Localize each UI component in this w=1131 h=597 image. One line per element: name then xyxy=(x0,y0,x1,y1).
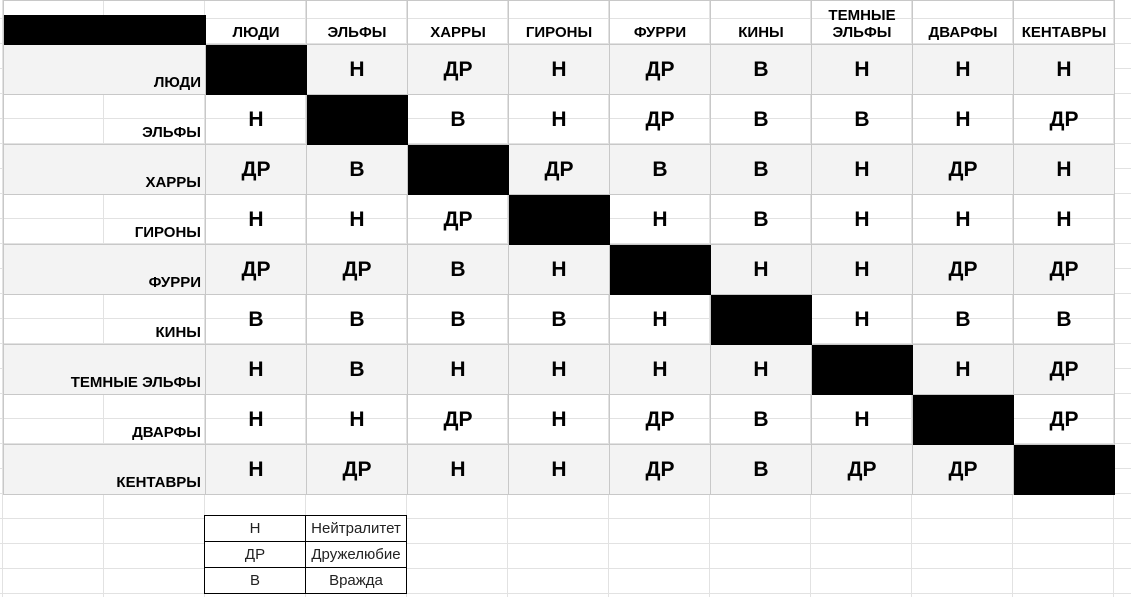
relation-cell[interactable]: В xyxy=(812,95,913,145)
legend-code[interactable]: ДР xyxy=(205,542,306,568)
relation-cell[interactable]: ДР xyxy=(1014,395,1115,445)
relation-cell[interactable]: Н xyxy=(509,245,610,295)
relation-cell[interactable]: ДР xyxy=(408,45,509,95)
diagonal-cell[interactable] xyxy=(913,395,1014,445)
diagonal-cell[interactable] xyxy=(711,295,812,345)
row-header[interactable]: ДВАРФЫ xyxy=(4,395,206,445)
relation-cell[interactable]: Н xyxy=(812,195,913,245)
relation-cell[interactable]: Н xyxy=(812,145,913,195)
relation-cell[interactable]: Н xyxy=(206,95,307,145)
relation-cell[interactable]: Н xyxy=(206,345,307,395)
relation-cell[interactable]: В xyxy=(711,145,812,195)
relation-cell[interactable]: Н xyxy=(509,395,610,445)
relation-cell[interactable]: ДР xyxy=(206,145,307,195)
relation-cell[interactable]: Н xyxy=(307,45,408,95)
relation-cell[interactable]: Н xyxy=(509,445,610,495)
relation-cell[interactable]: Н xyxy=(509,345,610,395)
row-header[interactable]: ЛЮДИ xyxy=(4,45,206,95)
relation-cell[interactable]: Н xyxy=(307,395,408,445)
legend-table xyxy=(204,515,407,594)
relation-cell[interactable]: В xyxy=(408,295,509,345)
relation-cell[interactable]: В xyxy=(711,45,812,95)
relation-cell[interactable]: ДР xyxy=(812,445,913,495)
row-header[interactable]: КЕНТАВРЫ xyxy=(4,445,206,495)
relation-cell[interactable]: Н xyxy=(812,395,913,445)
relation-cell[interactable]: Н xyxy=(812,295,913,345)
row-header[interactable]: ТЕМНЫЕ ЭЛЬФЫ xyxy=(4,345,206,395)
relation-cell[interactable]: В xyxy=(711,195,812,245)
column-header[interactable]: ГИРОНЫ xyxy=(509,1,610,45)
relation-cell[interactable]: ДР xyxy=(509,145,610,195)
relation-cell[interactable]: В xyxy=(307,345,408,395)
relation-cell[interactable]: Н xyxy=(206,195,307,245)
relation-cell[interactable]: В xyxy=(206,295,307,345)
relation-cell[interactable]: Н xyxy=(1014,195,1115,245)
diagonal-cell[interactable] xyxy=(206,45,307,95)
relation-cell[interactable]: ДР xyxy=(913,445,1014,495)
column-header[interactable]: ТЕМНЫЕ ЭЛЬФЫ xyxy=(812,1,913,45)
relation-cell[interactable]: В xyxy=(711,395,812,445)
relation-cell[interactable]: ДР xyxy=(408,395,509,445)
column-header[interactable]: ДВАРФЫ xyxy=(913,1,1014,45)
legend-meaning[interactable]: Дружелюбие xyxy=(306,542,407,568)
relation-cell[interactable]: ДР xyxy=(610,445,711,495)
relation-cell[interactable]: В xyxy=(1014,295,1115,345)
diagonal-cell[interactable] xyxy=(1014,445,1115,495)
relation-cell[interactable]: В xyxy=(610,145,711,195)
column-header[interactable]: ЛЮДИ xyxy=(206,1,307,45)
relation-cell[interactable]: ДР xyxy=(307,245,408,295)
relation-cell[interactable]: Н xyxy=(1014,45,1115,95)
row-header[interactable]: ХАРРЫ xyxy=(4,145,206,195)
relation-cell[interactable]: ДР xyxy=(1014,95,1115,145)
relation-cell[interactable]: ДР xyxy=(913,145,1014,195)
relation-cell[interactable]: В xyxy=(711,445,812,495)
relation-cell[interactable]: Н xyxy=(206,445,307,495)
column-header[interactable]: ФУРРИ xyxy=(610,1,711,45)
relation-cell[interactable]: В xyxy=(307,295,408,345)
relation-cell[interactable]: Н xyxy=(610,195,711,245)
relation-cell[interactable]: Н xyxy=(1014,145,1115,195)
relation-cell[interactable]: В xyxy=(711,95,812,145)
row-header[interactable]: КИНЫ xyxy=(4,295,206,345)
relation-cell[interactable]: Н xyxy=(509,95,610,145)
diagonal-cell[interactable] xyxy=(509,195,610,245)
relation-cell[interactable]: Н xyxy=(408,345,509,395)
relation-cell[interactable]: Н xyxy=(509,45,610,95)
diagonal-cell[interactable] xyxy=(812,345,913,395)
relation-cell[interactable]: Н xyxy=(307,195,408,245)
relation-cell[interactable]: Н xyxy=(913,195,1014,245)
column-header[interactable]: КИНЫ xyxy=(711,1,812,45)
legend-meaning[interactable]: Вражда xyxy=(306,568,407,594)
relation-cell[interactable]: Н xyxy=(913,345,1014,395)
relation-cell[interactable]: ДР xyxy=(206,245,307,295)
legend-code[interactable]: В xyxy=(205,568,306,594)
relation-cell[interactable]: В xyxy=(307,145,408,195)
relation-cell[interactable]: ДР xyxy=(610,45,711,95)
relation-cell[interactable]: Н xyxy=(812,45,913,95)
relation-cell[interactable]: ДР xyxy=(610,395,711,445)
relation-cell[interactable]: ДР xyxy=(307,445,408,495)
relation-cell[interactable]: ДР xyxy=(408,195,509,245)
relation-cell[interactable]: Н xyxy=(812,245,913,295)
column-header[interactable]: КЕНТАВРЫ xyxy=(1014,1,1115,45)
relation-cell[interactable]: Н xyxy=(913,95,1014,145)
relation-cell[interactable]: В xyxy=(408,95,509,145)
corner-cell[interactable] xyxy=(4,15,206,45)
relation-cell[interactable]: ДР xyxy=(1014,345,1115,395)
column-header[interactable]: ХАРРЫ xyxy=(408,1,509,45)
relation-cell[interactable]: Н xyxy=(610,345,711,395)
relation-cell[interactable]: ДР xyxy=(610,95,711,145)
relation-cell[interactable]: В xyxy=(408,245,509,295)
relation-cell[interactable]: Н xyxy=(206,395,307,445)
relation-cell[interactable]: Н xyxy=(610,295,711,345)
relation-cell[interactable]: Н xyxy=(711,245,812,295)
relation-cell[interactable]: В xyxy=(509,295,610,345)
row-header[interactable]: ГИРОНЫ xyxy=(4,195,206,245)
relation-cell[interactable]: Н xyxy=(408,445,509,495)
row-header[interactable]: ЭЛЬФЫ xyxy=(4,95,206,145)
relations-matrix xyxy=(3,0,1115,495)
relation-cell[interactable]: ДР xyxy=(1014,245,1115,295)
legend-meaning[interactable]: Нейтралитет xyxy=(306,516,407,542)
column-header[interactable]: ЭЛЬФЫ xyxy=(307,1,408,45)
relation-cell[interactable]: ДР xyxy=(913,245,1014,295)
diagonal-cell[interactable] xyxy=(408,145,509,195)
relation-cell[interactable]: В xyxy=(913,295,1014,345)
diagonal-cell[interactable] xyxy=(307,95,408,145)
diagonal-cell[interactable] xyxy=(610,245,711,295)
relation-cell[interactable]: Н xyxy=(711,345,812,395)
row-header[interactable]: ФУРРИ xyxy=(4,245,206,295)
legend-code[interactable]: Н xyxy=(205,516,306,542)
relation-cell[interactable]: Н xyxy=(913,45,1014,95)
